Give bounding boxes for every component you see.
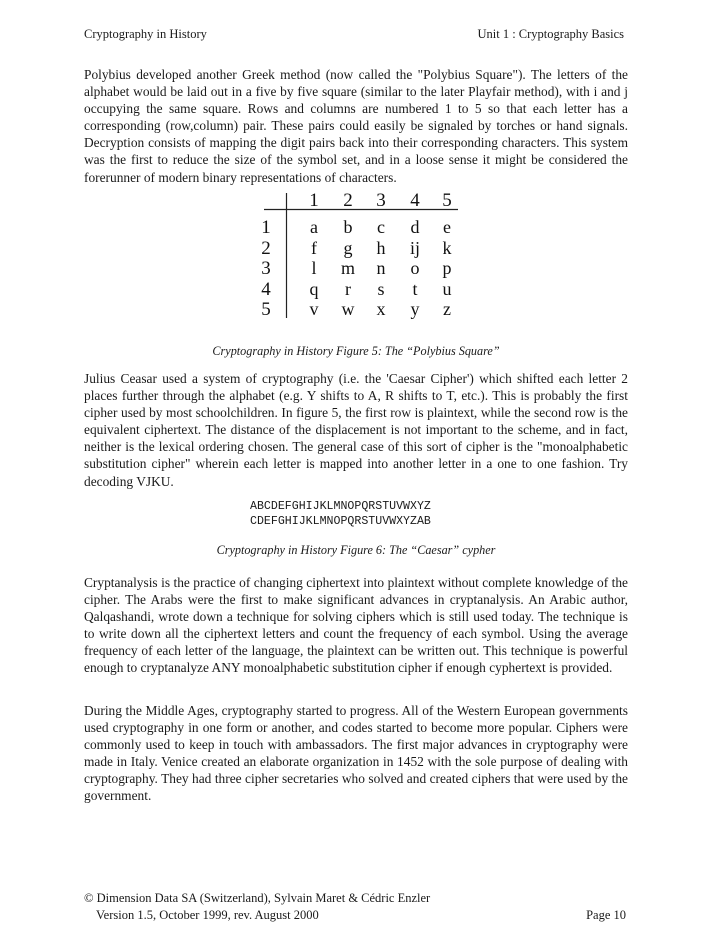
polybius-cell: h [376, 238, 386, 258]
polybius-row-header: 2 [261, 238, 271, 259]
polybius-cell: u [442, 279, 452, 299]
polybius-col-header: 5 [442, 190, 452, 211]
polybius-cell: n [376, 258, 386, 278]
polybius-square-figure [250, 190, 470, 325]
polybius-cell: c [377, 217, 385, 237]
caesar-plaintext-row: ABCDEFGHIJKLMNOPQRSTUVWXYZ [250, 500, 431, 513]
footer-version: Version 1.5, October 1999, rev. August 2000 [96, 908, 319, 922]
polybius-cell: m [340, 258, 356, 278]
polybius-cell: l [311, 258, 317, 278]
page-footer [84, 908, 628, 923]
polybius-cell: b [343, 217, 353, 237]
polybius-cell: v [309, 299, 319, 319]
page-number: Page 10 [586, 908, 626, 922]
polybius-col-header: 2 [343, 190, 353, 211]
polybius-cell: t [412, 279, 418, 299]
figure-6-caption: Cryptography in History Figure 6: The “Caesar” cypher [216, 543, 496, 557]
polybius-cell: q [309, 279, 319, 299]
polybius-cell: ij [409, 238, 421, 258]
polybius-cell: e [443, 217, 451, 237]
paragraph-caesar: Julius Ceasar used a system of cryptography (i.e. the 'Caesar Cipher') which shifted each letter 2 places further through the alphabet (e.g. Y shifts to A, R shifts to T, etc.). This is probably the first cipher used by most schoolchildren. In figure 5, the first row is plaintext, while the second row is the equivalent ciphertext. The distance of the displacement is not important to the scheme, and in fact, neither is the lexical ordering chosen. The general case of this sort of cipher is the "monoalphabetic substitution cipher" wherein each letter is mapped into another letter in a one to one fashion. Try decoding VJKU. [84, 371, 628, 489]
paragraph-polybius: Polybius developed another Greek method (now called the "Polybius Square"). The letters of the alphabet would be laid out in a five by five square (similar to the later Playfair method), with i and j occupying the same square. Rows and columns are numbered 1 to 5 so that each letter has a corresponding (row,column) pair. These pairs could easily be signaled by torches or hand signals. Decryption consists of mapping the digit pairs back into their corresponding characters. This system was the first to reduce the size of the symbol set, and in a loose sense it might be considered the forerunner of modern binary representations of characters. [84, 67, 628, 185]
polybius-cell: y [410, 299, 420, 319]
polybius-cell: o [410, 258, 420, 278]
polybius-cell: r [345, 279, 351, 299]
polybius-row-header: 3 [261, 258, 271, 279]
page-header [84, 27, 628, 42]
polybius-cell: k [442, 238, 452, 258]
polybius-row-header: 1 [261, 217, 271, 238]
polybius-cell: f [311, 238, 317, 258]
polybius-cell: d [410, 217, 420, 237]
polybius-cell: a [310, 217, 318, 237]
polybius-cell: p [442, 258, 452, 278]
polybius-col-header: 4 [410, 190, 420, 211]
polybius-cell: x [376, 299, 386, 319]
polybius-square-grid [250, 190, 470, 320]
figure-5-caption: Cryptography in History Figure 5: The “Polybius Square” [212, 344, 500, 358]
polybius-row-header: 4 [261, 279, 271, 300]
caesar-ciphertext-row: CDEFGHIJKLMNOPQRSTUVWXYZAB [250, 515, 431, 528]
header-title: Cryptography in History [84, 27, 207, 41]
paragraph-middle-ages: During the Middle Ages, cryptography started to progress. All of the Western European governments used cryptography in one form or another, and codes started to become more popular. Ciphers were commonly used to keep in touch with ambassadors. The first major advances in cryptography were made in Italy. Venice created an elaborate organization in 1452 with the sole purpose of dealing with cryptography. They had three cipher secretaries who solved and created ciphers that were used by the government. [84, 703, 628, 804]
polybius-col-header: 3 [376, 190, 386, 211]
polybius-cell: s [377, 279, 385, 299]
polybius-cell: z [443, 299, 451, 319]
polybius-row-header: 5 [261, 299, 271, 320]
paragraph-cryptanalysis: Cryptanalysis is the practice of changing ciphertext into plaintext without complete knowledge of the cipher. The Arabs were the first to make significant advances in cryptanalysis. An Arabic author, Qalqashandi, wrote down a technique for solving ciphers which is still used today. The technique is to write down all the ciphertext letters and count the frequency of each symbol. Using the average frequency of each letter of the language, the plaintext can be written out. This technique is powerful enough to cryptanalyze ANY monoalphabetic substitution cipher if enough cyphertext is provided. [84, 575, 628, 676]
polybius-cell: w [341, 299, 355, 319]
header-unit: Unit 1 : Cryptography Basics [477, 27, 624, 41]
footer-copyright: © Dimension Data SA (Switzerland), Sylvain Maret & Cédric Enzler [84, 891, 431, 905]
polybius-col-header: 1 [309, 190, 319, 211]
polybius-cell: g [343, 238, 353, 258]
